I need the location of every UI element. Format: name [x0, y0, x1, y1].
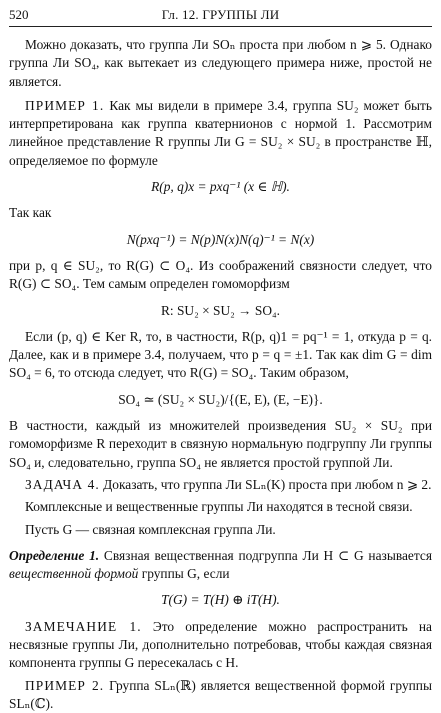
- example-1-text: Как мы видели в примере 3.4, группа SU₂ может быть интерпретирована как группа кватернионов с нормой 1. Рассмотрим линейное представление R группы Ли G = SU₂ × SU₂ в пространстве ℍ, определяемое по формуле: [9, 97, 432, 168]
- paragraph-tak-kak: Так как: [9, 205, 52, 221]
- definition-1: [9, 547, 432, 584]
- formula-so4-isomorphism: SO₄ ≃ (SU₂ × SU₂)/{(E, E), (E, −E)}.: [118, 391, 323, 407]
- paragraph-complex-real: Комплексные и вещественные группы Ли находятся в тесной связи.: [25, 499, 413, 515]
- remark-1: [9, 618, 432, 673]
- task-4-label: ЗАДАЧА 4.: [25, 476, 100, 492]
- task-4-text: Доказать, что группа Ли SLₙ(K) проста при любом n ⩾ 2.: [103, 476, 432, 492]
- page-body: [9, 36, 432, 713]
- paragraph-kernel: Если (p, q) ∈ Ker R, то, в частности, R(p, q)1 = pq⁻¹ = 1, откуда p = q. Далее, как и в примере 3.4, получаем, что p = q = ±1. Так как dim G = dim SO₄ = 6, то отсюда следует, что R(G) = SO₄. Таким образом,: [9, 328, 432, 381]
- formula-homomorphism: R: SU₂ × SU₂ → SO₄.: [160, 302, 281, 318]
- running-title: Гл. 12. ГРУППЫ ЛИ: [161, 7, 280, 22]
- definition-1-text-a: Связная вещественная подгруппа Ли H ⊂ G называется: [103, 547, 432, 563]
- example-2: [9, 677, 432, 713]
- example-1-label: ПРИМЕР 1.: [25, 97, 105, 113]
- task-4: [9, 476, 432, 494]
- formula-real-form: T(G) = T(H) ⊕ iT(H).: [161, 592, 280, 608]
- example-2-label: ПРИМЕР 2.: [25, 677, 105, 693]
- definition-1-emphasis: вещественной формой: [9, 566, 139, 582]
- paragraph-not-simple: В частности, каждый из множителей произведения SU₂ × SU₂ при гомоморфизме R переходит в связную нормальную подгруппу Ли группы SO₄ и, следовательно, группа SO₄ не является простой группой Ли.: [9, 418, 432, 470]
- example-1: [9, 97, 432, 170]
- example-2-text: Группа SLₙ(ℝ) является вещественной формой группы SLₙ(ℂ).: [9, 677, 432, 711]
- page-number: 520: [9, 7, 29, 22]
- formula-norm: N(pxq⁻¹) = N(p)N(x)N(q)⁻¹ = N(x): [126, 231, 315, 247]
- remark-1-text: Это определение можно распространить на несвязные группы Ли, дополнительно потребовав, чтобы каждая связная компонента группы G пересекалась с H.: [9, 618, 432, 671]
- definition-1-text-b: группы G, если: [141, 566, 230, 582]
- definition-1-label: Определение 1.: [9, 547, 100, 563]
- remark-1-label: ЗАМЕЧАНИЕ 1.: [25, 618, 142, 634]
- formula-representation: R(p, q)x = pxq⁻¹ (x ∈ ℍ).: [151, 179, 290, 195]
- paragraph-let-g: Пусть G — связная комплексная группа Ли.: [25, 521, 276, 537]
- paragraph-so-n-simple: Можно доказать, что группа Ли SOₙ проста при любом n ⩾ 5. Однако группа Ли SO₄, как вытекает из следующего примера ниже, простой не является.: [9, 37, 432, 89]
- page-header: [9, 4, 432, 27]
- paragraph-connectivity: при p, q ∈ SU₂, то R(G) ⊂ O₄. Из соображений связности следует, что R(G) ⊂ SO₄. Тем самым определен гомоморфизм: [9, 257, 432, 292]
